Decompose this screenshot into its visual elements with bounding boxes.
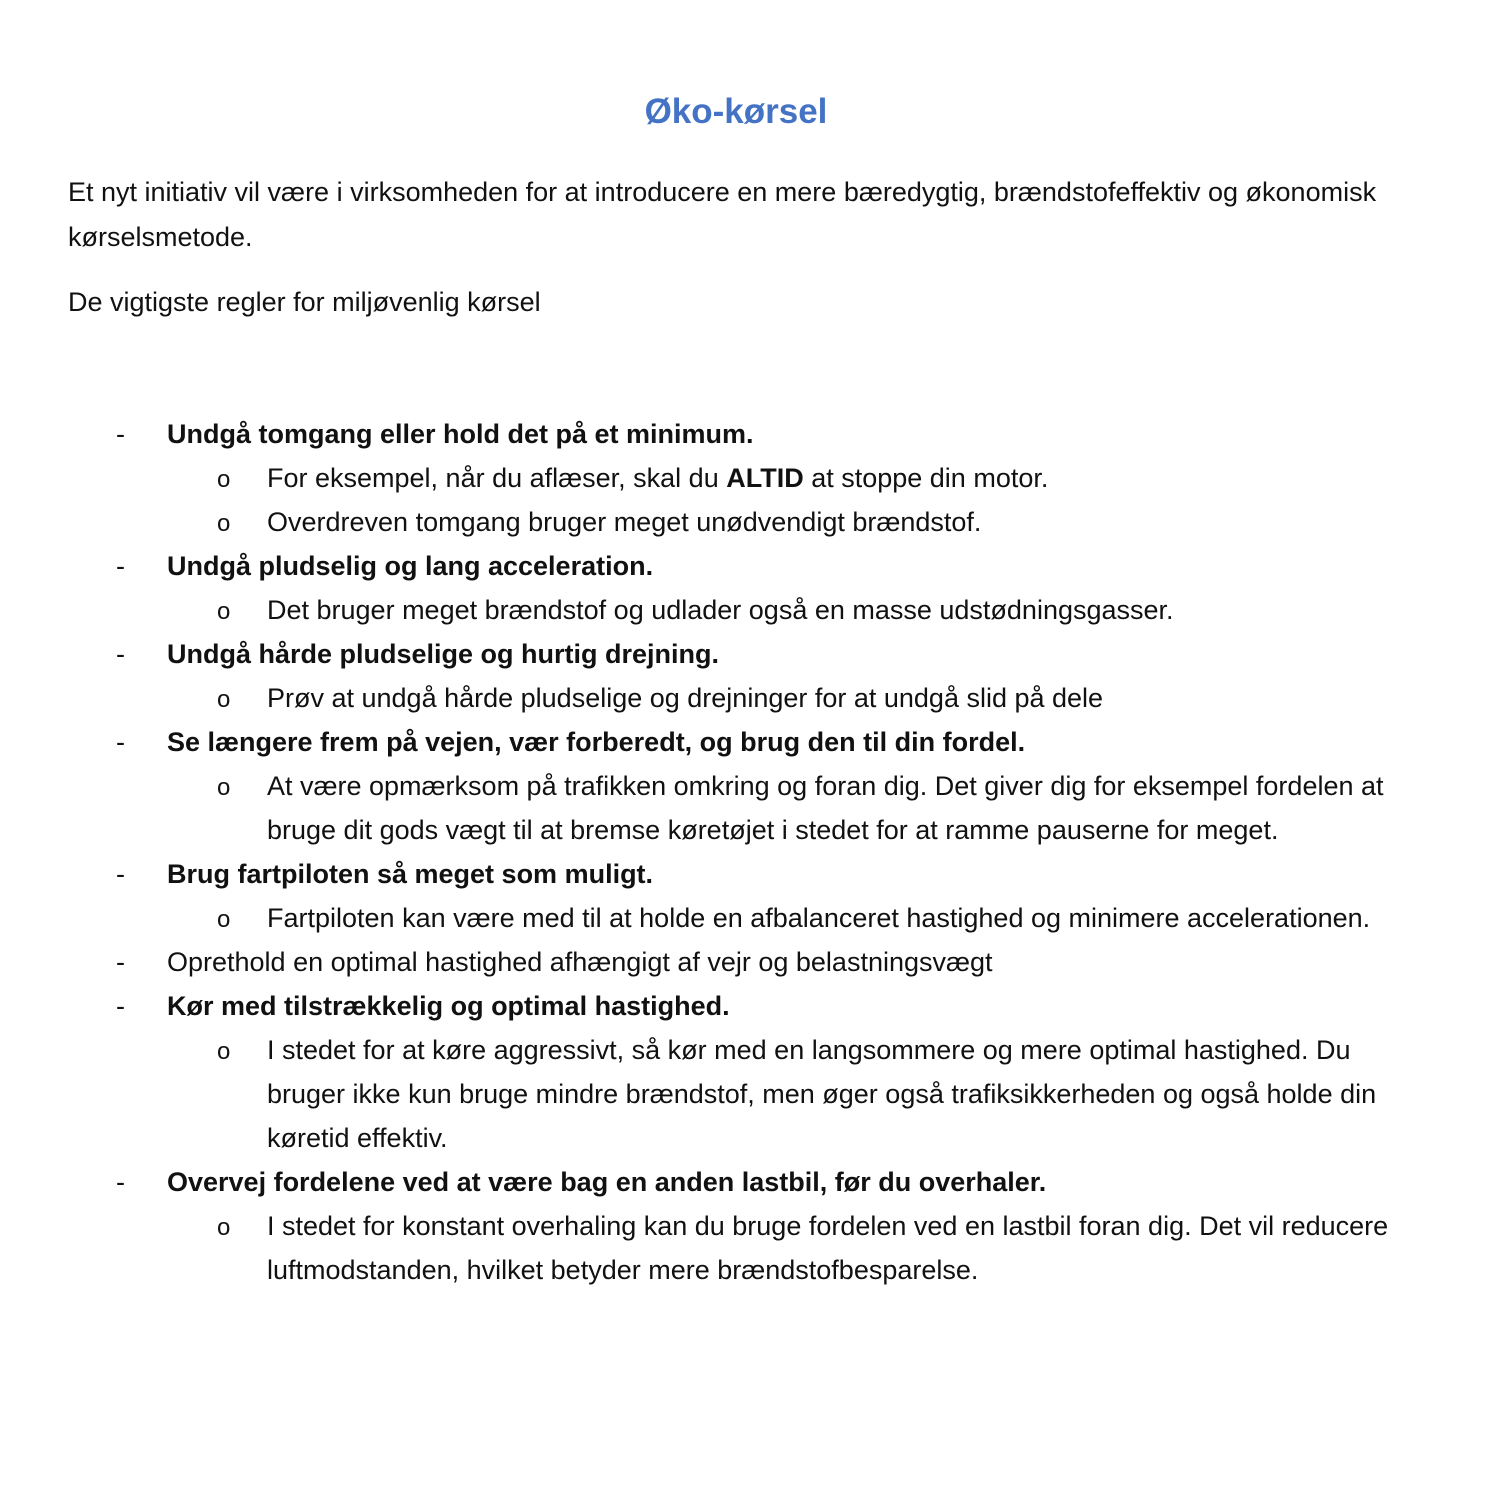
rule-text: Undgå pludselig og lang acceleration. [167,551,654,581]
circle-bullet-icon: o [217,510,231,537]
rule-text: Se længere frem på vejen, vær forberedt, og brug den til din fordel. [167,727,1026,757]
rule-item [0,984,1500,1160]
circle-bullet-icon: o [217,906,231,933]
sub-list [0,896,1500,940]
rule-text: Undgå tomgang eller hold det på et minimum. [167,419,754,449]
sub-item [0,1028,1392,1160]
sub-item [0,676,1392,720]
sub-text: Fartpiloten kan være med til at holde en afbalanceret hastighed og minimere accelerationen. [267,903,1371,933]
rule-text: Overvej fordelene ved at være bag en anden lastbil, før du overhaler. [167,1167,1047,1197]
rule-line [0,852,1407,896]
dash-bullet-icon: - [116,727,125,757]
rule-item [0,1160,1500,1292]
rule-text: Brug fartpiloten så meget som muligt. [167,859,654,889]
rule-text: Undgå hårde pludselige og hurtig drejning. [167,639,720,669]
rule-line [0,940,1407,984]
intro-paragraph: Et nyt initiativ vil være i virksomheden for at introducere en mere bæredygtig, brændstofeffektiv og økonomisk kørselsmetode. [68,177,1377,252]
rule-item [0,632,1500,720]
sub-list [0,588,1500,632]
rule-item [0,940,1500,984]
rule-item [0,544,1500,632]
rule-line [0,632,1407,676]
rule-line [0,412,1407,456]
sub-text-emphasis: ALTID [726,463,804,493]
sub-list [0,1028,1500,1160]
sub-item [0,764,1392,852]
rule-line [0,544,1407,588]
sub-text: At være opmærksom på trafikken omkring og foran dig. Det giver dig for eksempel fordelen at bruge dit gods vægt til at bremse køretøjet i stedet for at ramme pauserne for meget. [267,771,1384,845]
circle-bullet-icon: o [217,1038,231,1065]
rules-list [0,412,1500,1292]
sub-item [0,456,1392,500]
circle-bullet-icon: o [217,1214,231,1241]
dash-bullet-icon: - [116,947,125,977]
rule-line [0,720,1407,764]
sub-text: Det bruger meget brændstof og udlader også en masse udstødningsgasser. [267,595,1174,625]
dash-bullet-icon: - [116,859,125,889]
rule-text: Oprethold en optimal hastighed afhængigt af vejr og belastningsvægt [167,947,993,977]
circle-bullet-icon: o [217,598,231,625]
dash-bullet-icon: - [116,639,125,669]
sub-list [0,676,1500,720]
document-title: Øko-kørsel [644,92,828,131]
rule-item [0,720,1500,852]
circle-bullet-icon: o [217,774,231,801]
sub-text: For eksempel, når du aflæser, skal du [267,463,727,493]
sub-item [0,896,1392,940]
dash-bullet-icon: - [116,991,125,1021]
sub-item [0,500,1392,544]
dash-bullet-icon: - [116,419,125,449]
dash-bullet-icon: - [116,1167,125,1197]
sub-item [0,588,1392,632]
dash-bullet-icon: - [116,551,125,581]
sub-text-continued: at stoppe din motor. [803,463,1049,493]
rule-item [0,852,1500,940]
rule-line [0,984,1407,1028]
circle-bullet-icon: o [217,686,231,713]
sub-list [0,456,1500,544]
sub-text: Overdreven tomgang bruger meget unødvendigt brændstof. [267,507,982,537]
sub-text: I stedet for konstant overhaling kan du bruge fordelen ved en lastbil foran dig. Det vil reducere luftmodstanden, hvilket betyder mere brændstofbesparelse. [267,1211,1389,1285]
sub-text: I stedet for at køre aggressivt, så kør med en langsommere og mere optimal hastighed. Du bruger ikke kun bruge mindre brændstof, men øger også trafiksikkerheden og også holde din køretid effektiv. [267,1035,1377,1153]
sub-list [0,764,1500,852]
sub-item [0,1204,1392,1292]
sub-text: Prøv at undgå hårde pludselige og drejninger for at undgå slid på dele [267,683,1104,713]
rules-subheading: De vigtigste regler for miljøvenlig kørsel [68,287,541,317]
circle-bullet-icon: o [217,466,231,493]
rule-text: Kør med tilstrækkelig og optimal hastighed. [167,991,730,1021]
rule-line [0,1160,1407,1204]
rule-item [0,412,1500,544]
sub-list [0,1204,1500,1292]
